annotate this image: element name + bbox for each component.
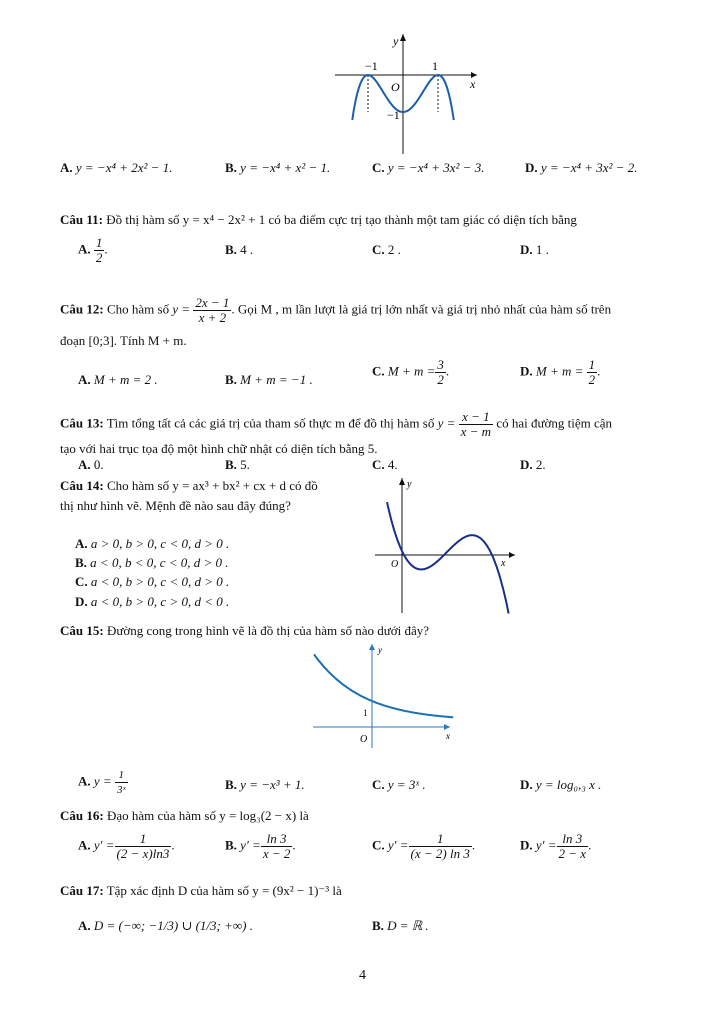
origin-label: O <box>360 734 368 745</box>
q16-option-c[interactable]: C. y′ = $\frac{1}{(x - 2) \ln 3}$ . <box>372 831 476 861</box>
x-axis-label: x <box>501 558 506 569</box>
y-axis-label: y <box>378 645 382 655</box>
q11-option-a[interactable]: A. $\frac{1}{2}$ . <box>78 235 108 265</box>
q14-question: Câu 14: Cho hàm số y = ax³ + bx² + cx + d có đồ <box>60 478 318 493</box>
q14-question-line2: thị như hình vẽ. Mệnh đề nào sau đây đúng? <box>60 498 291 513</box>
q12-question-line2: đoạn [0;3]. Tính M + m. <box>60 333 187 348</box>
cubic-curve <box>387 502 509 613</box>
q14-option-d[interactable]: D. a < 0, b > 0, c > 0, d < 0 . <box>75 594 230 609</box>
q15-question: Câu 15: Đường cong trong hình vẽ là đồ thị của hàm số nào dưới đây? <box>60 623 430 638</box>
exponential-curve <box>314 654 453 717</box>
q14-option-c[interactable]: C. a < 0, b > 0, c < 0, d > 0 . <box>75 574 230 589</box>
tick-pos1-x: 1 <box>432 59 438 73</box>
q13-question-line2: tạo với hai trục tọa độ một hình chữ nhật có diện tích bằng 5. <box>60 441 378 456</box>
origin-label: O <box>391 80 400 94</box>
q15-option-b[interactable]: B. y = −x³ + 1. <box>225 777 305 792</box>
q13-option-c[interactable]: C. 4. <box>372 457 398 472</box>
q16-question: Câu 16: Đạo hàm của hàm số y = log₃(2 − x) là <box>60 808 309 823</box>
quartic-graph <box>335 30 480 155</box>
y-axis-label: y <box>407 479 412 490</box>
q10-option-b[interactable]: B. y = −x⁴ + x² − 1. <box>225 160 331 175</box>
q12-option-d[interactable]: D. M + m = $\frac{1}{2}$ . <box>520 357 601 387</box>
q10-option-d[interactable]: D. y = −x⁴ + 3x² − 2. <box>525 160 638 175</box>
q14-option-b[interactable]: B. a < 0, b < 0, c < 0, d > 0 . <box>75 555 229 570</box>
tick-neg1-y: −1 <box>387 108 400 122</box>
tick-1-label: 1 <box>363 708 368 718</box>
q12-question: Câu 12: Cho hàm số y = $\frac{2x - 1}{x + 2}$ . Gọi M , m lần lượt là giá trị lớn nhất và giá trị nhỏ nhất của hàm số trên <box>60 295 612 325</box>
cubic-graph <box>375 475 520 620</box>
q13-option-a[interactable]: A. 0. <box>78 457 104 472</box>
q10-option-a[interactable]: A. y = −x⁴ + 2x² − 1. <box>60 160 173 175</box>
q11-option-b[interactable]: B. 4 . <box>225 242 254 257</box>
q14-option-a[interactable]: A. a > 0, b > 0, c < 0, d > 0 . <box>75 536 230 551</box>
page-number: 4 <box>359 968 366 983</box>
q11-option-c[interactable]: C. 2 . <box>372 242 401 257</box>
q13-question: Câu 13: Tìm tổng tất cả các giá trị của tham số thực m để đồ thị hàm số y = $\frac{x - 1}{x - m}$ có hai đường tiệm cận <box>60 409 613 439</box>
q11-option-d[interactable]: D. 1 . <box>520 242 549 257</box>
tick-neg1-x: −1 <box>365 59 378 73</box>
x-axis-label: x <box>446 731 450 741</box>
q16-option-d[interactable]: D. y′ = $\frac{\ln 3}{2 - x}$ . <box>520 831 592 861</box>
q16-option-a[interactable]: A. y′ = $\frac{1}{(2 - x)\ln 3}$ . <box>78 831 175 861</box>
y-axis-label: y <box>393 34 399 48</box>
x-axis-label: x <box>470 77 476 91</box>
q17-option-b[interactable]: B. D = ℝ . <box>372 918 429 933</box>
q12-option-b[interactable]: B. M + m = −1 . <box>225 372 313 387</box>
origin-label: O <box>391 559 399 570</box>
q17-option-a[interactable]: A. D = (−∞; −1/3) ∪ (1/3; +∞) . <box>78 918 253 933</box>
q16-option-b[interactable]: B. y′ = $\frac{\ln 3}{x - 2}$ . <box>225 831 296 861</box>
q15-option-a[interactable]: A. y = $\frac{1}{\text{3ˣ}}$ <box>78 769 126 796</box>
q15-option-d[interactable]: D. y = log₀,₃ x . <box>520 777 602 792</box>
q10-option-c[interactable]: C. y = −x⁴ + 3x² − 3. <box>372 160 485 175</box>
q13-option-b[interactable]: B. 5. <box>225 457 250 472</box>
exponential-graph <box>310 640 460 750</box>
q15-option-c[interactable]: C. y = 3ˣ . <box>372 777 426 792</box>
q12-option-a[interactable]: A. M + m = 2 . <box>78 372 158 387</box>
q11-question: Câu 11: Đồ thị hàm số y = x⁴ − 2x² + 1 có ba điểm cực trị tạo thành một tam giác có diện tích bằng <box>60 212 577 227</box>
q17-question: Câu 17: Tập xác định D của hàm số y = (9x² − 1)⁻³ là <box>60 883 342 898</box>
q13-option-d[interactable]: D. 2. <box>520 457 546 472</box>
q12-option-c[interactable]: C. M + m = $\frac{3}{2}$ . <box>372 357 450 387</box>
